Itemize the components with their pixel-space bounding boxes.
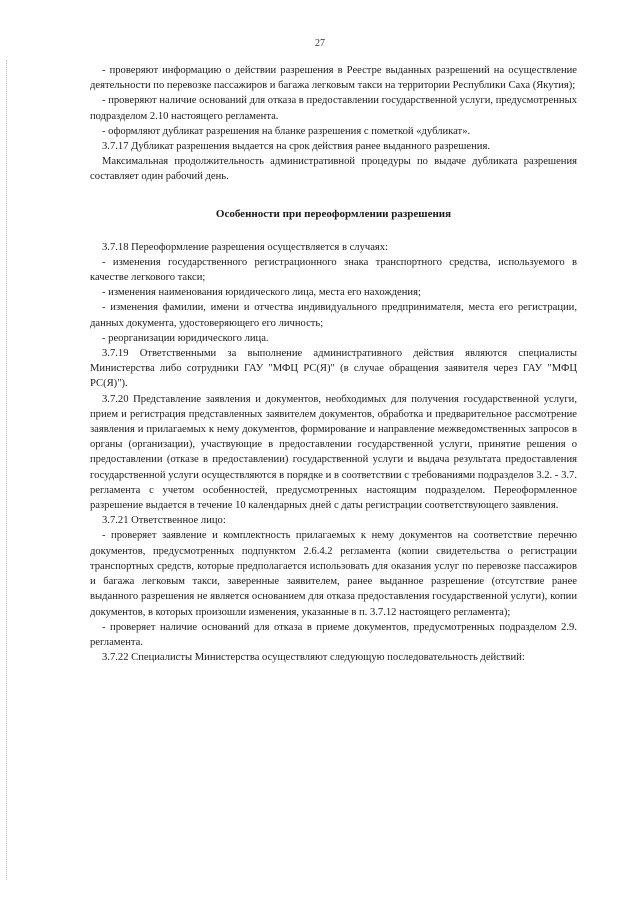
paragraph: - изменения государственного регистрационного знака транспортного средства, используемого в качестве легкового такси; [90,256,577,284]
paragraph: - проверяют наличие оснований для отказа в предоставлении государственной услуги, предусмотренных подразделом 2.10 настоящего регламента. [90,95,577,122]
paragraph: - проверяет заявление и комплектность прилагаемых к нему документов на соответствие перечню документов, предусмотренных подпунктом 2.6.4.2 регламента (копии свидетельства о регистрации транспортных средств, которые предполагается использовать для оказания услуг по перевозке пассажиров и багажа легковым такси, заверенные заявителем, ранее выданное разрешение (отсутствие ранее выданного разрешения не является основанием для отказа предоставления государственной услуги), копии документов, в которых произошли изменения, указанные в п. 3.7.12 настоящего регламента); [90,530,577,618]
paragraph: 3.7.22 Специалисты Министерства осуществляют следующую последовательность действий: [102,652,525,664]
paragraph: 3.7.20 Представление заявления и документов, необходимых для получения государственной услуги, прием и регистрация представленных заявителем документов, обработка и предварительное рассмотрение заявления и прилагаемых к нему документов, формирование и направление межведомственных запросов в органы (организации), участвующие в предоставлении государственной услуги, принятие решения о предоставлении (отказе в предоставлении) государственной услуги и выдача результата предоставления государственной услуги осуществляются в порядке и в соответствии с требованиями подразделов 3.2. - 3.7. регламента с учетом особенностей, предусмотренных настоящим подразделом. Переоформленное разрешение выдается в течение 10 календарных дней с даты регистрации соответствующего заявления. [90,393,577,512]
paragraph: 3.7.18 Переоформление разрешения осуществляется в случаях: [102,241,389,253]
paragraph: - оформляют дубликат разрешения на бланке разрешения с пометкой «дубликат». [102,125,471,137]
paragraph: - реорганизации юридического лица. [102,332,269,344]
paragraph: - изменения фамилии, имени и отчества индивидуального предпринимателя, места его регистрации, данных документа, удостоверяющего его личность; [90,302,577,329]
paragraph: - проверяют информацию о действии разрешения в Реестре выданных разрешений на осуществление деятельности по перевозке пассажиров и багажа легковым такси на территории Республики Саха (Якутия); [90,65,577,92]
paragraph: Максимальная продолжительность административной процедуры по выдаче дубликата разрешения составляет один рабочий день. [90,156,577,183]
paragraph: 3.7.17 Дубликат разрешения выдается на срок действия ранее выданного разрешения. [102,141,490,153]
paragraph: 3.7.19 Ответственными за выполнение административного действия являются специалисты Министерства либо сотрудники ГАУ "МФЦ РС(Я)" (в случае обращения заявителя через ГАУ "МФЦ РС(Я)"). [90,348,577,390]
document-body [90,63,577,665]
scan-edge-mark [6,60,8,880]
paragraph: - изменения наименования юридического лица, места его нахождения; [102,287,421,299]
page-number: 27 [315,38,325,49]
paragraph: 3.7.21 Ответственное лицо: [102,515,226,527]
paragraph: - проверяет наличие оснований для отказа в приеме документов, предусмотренных подразделом 2.9. регламента. [90,621,577,648]
section-title: Особенности при переоформлении разрешения [215,207,452,220]
